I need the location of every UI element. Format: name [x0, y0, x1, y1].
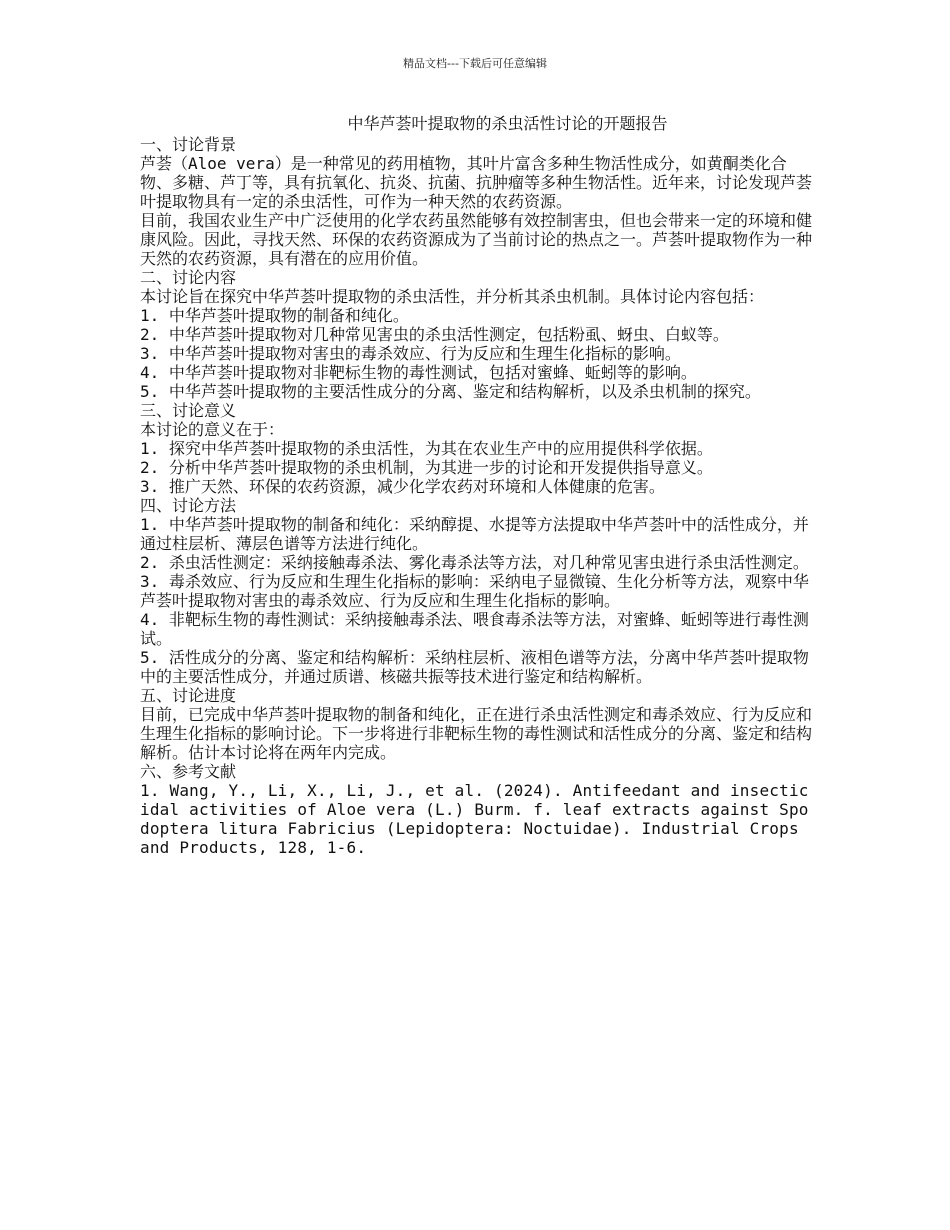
list-item: 1. 中华芦荟叶提取物的制备和纯化。: [140, 306, 409, 325]
paragraph: 本讨论的意义在于：: [140, 420, 285, 439]
section-heading-methods: 四、讨论方法: [140, 496, 237, 515]
paragraph: 目前，已完成中华芦荟叶提取物的制备和纯化，正在进行杀虫活性测定和毒杀效应、行为反应和生理生化指标的影响讨论。下一步将进行非靶标生物的毒性测试和活性成分的分离、鉴定和结构解析。估计本讨论将在两年内完成。: [140, 705, 813, 762]
header-watermark: 精品文档---下载后可任意编辑: [403, 57, 547, 70]
document-body: [140, 114, 815, 857]
section-heading-background: 一、讨论背景: [140, 135, 237, 154]
list-item: 2. 中华芦荟叶提取物对几种常见害虫的杀虫活性测定，包括粉虱、蚜虫、白蚁等。: [140, 325, 729, 344]
list-item: 5. 活性成分的分离、鉴定和结构解析：采纳柱层析、液相色谱等方法，分离中华芦荟叶提取物中的主要活性成分，并通过质谱、核磁共振等技术进行鉴定和结构解析。: [140, 648, 809, 686]
list-item: 4. 非靶标生物的毒性测试：采纳接触毒杀法、喂食毒杀法等方法，对蜜蜂、蚯蚓等进行毒性测试。: [140, 610, 809, 648]
list-item: 1. 探究中华芦荟叶提取物的杀虫活性，为其在农业生产中的应用提供科学依据。: [140, 439, 713, 458]
paragraph: 本讨论旨在探究中华芦荟叶提取物的杀虫活性，并分析其杀虫机制。具体讨论内容包括：: [140, 287, 765, 306]
list-item: 5. 中华芦荟叶提取物的主要活性成分的分离、鉴定和结构解析，以及杀虫机制的探究。: [140, 382, 761, 401]
section-heading-significance: 三、讨论意义: [140, 401, 237, 420]
section-heading-progress: 五、讨论进度: [140, 686, 237, 705]
list-item: 3. 中华芦荟叶提取物对害虫的毒杀效应、行为反应和生理生化指标的影响。: [140, 344, 681, 363]
reference-entry: 1. Wang, Y., Li, X., Li, J., et al. (2024). Antifeedant and insecticidal activities of Aloe vera (L.) Burm. f. leaf extracts against Spodoptera litura Fabricius (Lepidoptera: Noctuidae). Industrial Crops and Products, 128, 1-6.: [140, 781, 809, 857]
paragraph: 芦荟（Aloe vera）是一种常见的药用植物，其叶片富含多种生物活性成分，如黄酮类化合物、多糖、芦丁等，具有抗氧化、抗炎、抗菌、抗肿瘤等多种生物活性。近年来，讨论发现芦荟叶提取物具有一定的杀虫活性，可作为一种天然的农药资源。: [140, 154, 813, 211]
list-item: 2. 分析中华芦荟叶提取物的杀虫机制，为其进一步的讨论和开发提供指导意义。: [140, 458, 713, 477]
list-item: 1. 中华芦荟叶提取物的制备和纯化：采纳醇提、水提等方法提取中华芦荟叶中的活性成分，并通过柱层析、薄层色谱等方法进行纯化。: [140, 515, 809, 553]
section-heading-content: 二、讨论内容: [140, 268, 237, 287]
list-item: 4. 中华芦荟叶提取物对非靶标生物的毒性测试，包括对蜜蜂、蚯蚓等的影响。: [140, 363, 697, 382]
section-heading-references: 六、参考文献: [140, 762, 237, 781]
paragraph: 目前，我国农业生产中广泛使用的化学农药虽然能够有效控制害虫，但也会带来一定的环境和健康风险。因此，寻找天然、环保的农药资源成为了当前讨论的热点之一。芦荟叶提取物作为一种天然的农药资源，具有潜在的应用价值。: [140, 211, 813, 268]
list-item: 3. 推广天然、环保的农药资源，减少化学农药对环境和人体健康的危害。: [140, 477, 665, 496]
list-item: 3. 毒杀效应、行为反应和生理生化指标的影响：采纳电子显微镜、生化分析等方法，观察中华芦荟叶提取物对害虫的毒杀效应、行为反应和生理生化指标的影响。: [140, 572, 809, 610]
list-item: 2. 杀虫活性测定：采纳接触毒杀法、雾化毒杀法等方法，对几种常见害虫进行杀虫活性测定。: [140, 553, 809, 572]
document-title: 中华芦荟叶提取物的杀虫活性讨论的开题报告: [347, 114, 668, 133]
